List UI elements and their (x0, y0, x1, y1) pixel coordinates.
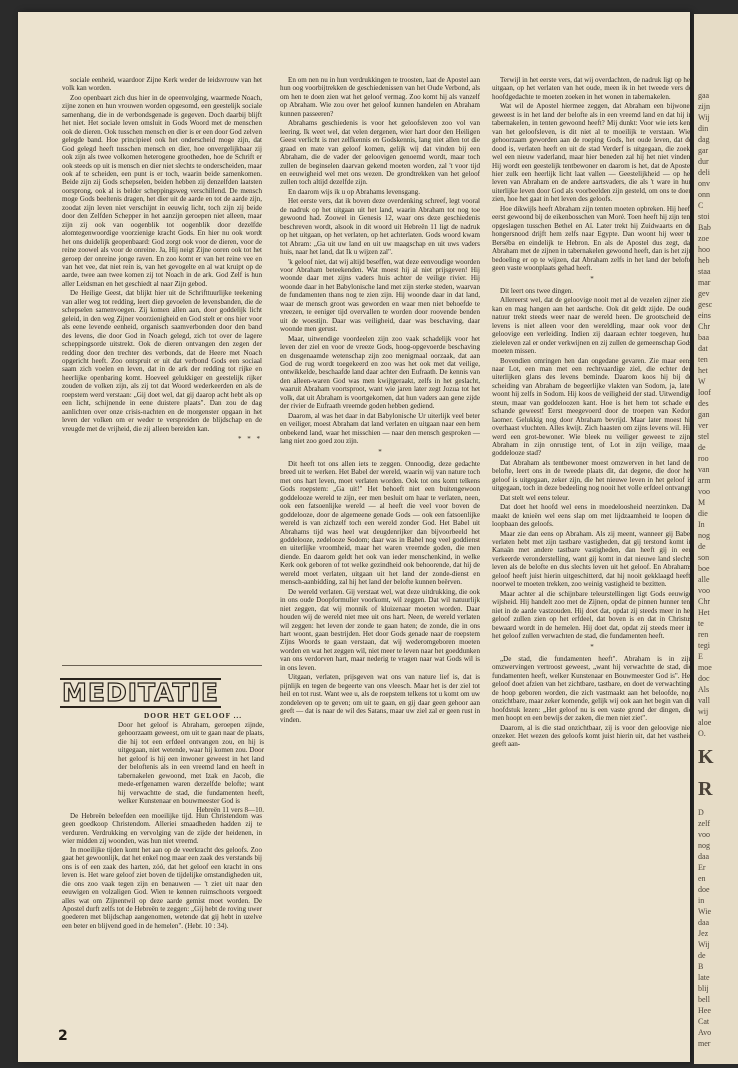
paragraph: Het eerste vers, dat ik boven deze overdenking schreef, legt vooral de nadruk op het uitgaan uit het land, waarin Abraham tot nog toe gewoond had. Zoowel in Genesis 12, waar ons deze geschiedenis beschreven wordt, alsook in dit woord uit Hebreën 11 ligt de nadruk op het uitgaan, op het verlaten, op het achterlaten. Gods woord kwam tot Abram: „Ga uit uw land en uit uw maagschap en uit uws vaders huis, naar het land, dat Ik u wijzen zal". (280, 197, 480, 257)
fragment: Hee (698, 1006, 711, 1015)
fragment: mar (698, 278, 711, 287)
fragment: vall (698, 696, 710, 705)
fragment: stoi (698, 212, 710, 221)
paragraph: Bovendien omringen hen dan ongedane gevaren. Zie maar eens naar Lot, een man met een rechtvaardige ziel, die echter den uiterlijken glans des levens beminde. Daarom koos hij bij de scheiding van Abraham de begeerlijke vlakten van Sodom, ja, later woont hij zelfs in Sodom. Hij koos de veiligheid der stad. Uitwendige steun, maar van goddeloozen kant. Hoe is het hem tot schade en schande geweest! Eerst meegevoerd door de troepen van Kedor-laomer. Gelukkig nog door Abraham bevrijd. Maar later moest hij overhaast vluchten. Alles kwijt. Zich haasten om zijns levens wil. Hij werd een grot-bewoner. Wie bleek nu veiliger geweest te zijn: Abraham in zijn onrustige tent, of Lot in zijn veilige, maar goddelooze stad? (492, 356, 692, 458)
meditatie-title: MEDITATIE (62, 678, 219, 707)
fragment: doc (698, 674, 710, 683)
fragment: arm (698, 476, 711, 485)
scripture-reference: Hebreën 11 vers 8—10. (196, 805, 264, 814)
scripture-text: Door het geloof is Abraham, geroepen zijnde, gehoorzaam geweest, om uit te gaan naar de plaats, die hij tot een erfdeel ontvangen zou, en hij is uitgegaan, niet wetende, waar hij komen zou. Door het geloof is hij een inwoner geweest in het land der beloftenis als in een vreemd land en heeft in tabernakelen gewoond, met Izak en Jacob, die mede-erfgenamen waren derzelfde belofte; want hij verwachtte de stad, die fundamenten heeft, welker Kunstenaar en bouwmeester God is (118, 721, 264, 806)
fragment: voo (698, 487, 710, 496)
fragment: van (698, 465, 710, 474)
paragraph: En daarom wijs ik u op Abrahams levensgang. (288, 187, 420, 196)
paragraph: Dat Abraham als tentbewoner moest omzwerven in het land der belofte, leert ons in de tweede plaats dit, dat degene, die door het geloof is uitgegaan, zeker zijn, die het nieuwe leven in het geloof is uitgegaan, toch in deze bedeeling nog nooit het volle erfdeel ontvangt. (492, 458, 692, 493)
fragment: W (698, 377, 706, 386)
fragment: ren (698, 630, 709, 639)
fragment: doe (698, 885, 710, 894)
newspaper-page (18, 12, 690, 1062)
paragraph: Daarom, al is die stad onzichtbaar, zij is voor den geloovige niet onzeker. Het wezen des geloofs komt juist hierin uit, dat het vastheid geeft aan- (492, 723, 692, 749)
meditatie-box (60, 678, 264, 814)
fragment: onn (698, 190, 710, 199)
fragment: C (698, 201, 704, 210)
fragment: M (698, 498, 706, 507)
fragment: gesc (698, 300, 713, 309)
fragment: Jez (698, 929, 709, 938)
section-end-mark: * * * (238, 435, 262, 444)
paragraph: Zoo openbaart zich dus hier in de opeenvolging, waarmede Noach, zijne zonen en hun vrouwen worden opgesomd, een geestelijk sociale samenhang, die in de verbondsgenade is gegeven. Doch daarbij blijft het niet. Het sociale leven omsluit in Gods Woord met de menschen ook de dieren. Ook tusschen mensch en dier is er een door God zelven gelegde band. Hoe principieel ook het onderscheid moge zijn, dat God gelegd heeft tusschen mensch en dier, hoe onvergelijkbaar zij ook zijn als twee volkomen heterogene grootheden, hoe de Schrift er ook steeds op uit is mensch en dier niet slechts te onderscheiden, maar ook af te scheiden, een punt is er toch, waarin beide samenkomen. Beide zijn zij Gods schepselen, beiden hebben zij denzelfden laatsten oorsprong, ook al is belder scheppingsweg verschillend. De mensch moge Gods beeltenis dragen, het dier uit de aarde en tot de aarde zijn, zoodat zijn leven niet verschijnt in eeuwig licht, toch zijn zij beide door den Zelfden Schepper in het aanzijn geroepen niet alleen, maar zijn zij ook van oogenblik tot oogenblik door dezelfde alomtegenwoordige voorzienige kracht Gods. En hier nu ook wordt het ons duidelijk geopenbaard: God zorgt ook voor de dieren, voor de reine zoowel als voor de onreine. Ja, Hij neigt Zijne ooren ook tot het geroep der onreine jonge raven. En zoo komt er van het reine vee en van het vee, dat niet rein is, van het gevogelte en al wat kruipt op de aarde, twee aan twee komen zij tot Noach in de ark. God Zelf is hun aller Leidsman en het geschiedt al naar Zijn gebod. (62, 93, 262, 288)
fragment: loof (698, 388, 711, 397)
fragment: O. (698, 729, 706, 738)
fragment: Wie (698, 907, 712, 916)
fragment: in (698, 896, 705, 905)
paragraph: Dat stelt wel eens teleur. (500, 493, 570, 502)
paragraph: „De stad, die fundamenten heeft". Abraham is in zijn omzwervingen vertroost geweest, „want hij verwachtte de stad, die fundamenten heeft, welker Kunstenaar en Bouwmeester God is". Het geloof doet afzien van het zichtbare, tastbare, en doet de verwachting, de hoop geboren worden, die zich vastmaakt aan het beloofde, nog onzichtbare, maar zeker komende, gelijk wij ook aan het begin van dit hoofdstuk lezen: „Het geloof nu is een vaste grond der dingen, die men hoopt en een bewijs der zaken, die men niet ziet". (492, 654, 692, 723)
fragment: nog (698, 531, 710, 540)
separator-star: * (590, 275, 594, 284)
fragment: zelf (698, 819, 710, 828)
fragment: nog (698, 841, 710, 850)
fragment: gaa (698, 91, 710, 100)
divider (62, 665, 262, 666)
paragraph: Dat doet het hoofd wel eens in moedeloosheid neerzinken. Dat maakt de knieën wel eens slap om met lijdzaamheid te loopen de loopbaan des geloofs. (492, 503, 692, 529)
fragment: din (698, 124, 709, 133)
fragment: deli (698, 168, 710, 177)
fragment: zoe (698, 234, 710, 243)
fragment: het (698, 366, 708, 375)
paragraph: Dit leert ons twee dingen. (500, 286, 574, 295)
adjacent-page-edge (694, 14, 738, 1064)
column-2 (280, 76, 480, 1016)
paragraph: Allereerst wel, dat de geloovige nooit met al de vezelen zijner ziel kan en mag hangen aan het aardsche. Ook dit geldt zijde. De oude natuur trekt steeds weer naar de wereld heen. De grootscheid des levens is niet alleen voor den wereldling, maar ook voor den geloovige een verleiding. Indien zij daaraan echter toegeven, hun zieleleven zal er onder verkwijnen en zij zullen de gemeenschap Gods moeten missen. (492, 296, 692, 356)
fragment: Chr (698, 322, 710, 331)
fragment: daa (698, 918, 710, 927)
separator-star: * (590, 643, 594, 652)
fragment: dag (698, 135, 710, 144)
fragment: onv (698, 179, 710, 188)
fragment: bell (698, 995, 710, 1004)
fragment: roo (698, 454, 709, 463)
fragment: alle (698, 575, 710, 584)
column-1-bottom (62, 812, 262, 1012)
paragraph: Uitgaan, verlaten, prijsgeven wat ons van nature lief is, dat is pijnlijk en tegen de begeerte van ons vleesch. Maar het is der ziel tot heil en tot rust. Want wee u, als de roepstem telkens tot u komt om uw zondeleven op te geven; om uit te gaan, en gij daar geen gehoor aan geeft — dat is naar de wil des Satans, maar uw ziel zal er geen rust in vinden. (280, 673, 480, 724)
fragment: dat (698, 344, 708, 353)
column-1 (62, 76, 262, 666)
fragment: de (698, 951, 706, 960)
fragment: en (698, 874, 706, 883)
paragraph: De Heilige Geest, dat blijkt hier uit de Schrifttuurlijke teekening van aller weg tot redding, leert diep gevoelen de levensbanden, die de schepselen samenvoegen. Zij komen allen aan, door goddelijk licht geleid, in den weg Zijner voorzienigheid en God stelt er ons hier voor als eene levende eenheid, organisch saamverbonden door den band des levens, die door God in Noach gelegd, zich tot over de lagere scheppingsorde uitstrekt. Ook de dieren ontvangen den zegen der redding door den trechter des verbonds, dat de Heere met Noach opgericht heeft. Zoo ontspruit er uit dat verbond Gods een sociaal saam zich voelen en leven, dat in de ark der redding tot rijke en heerlijke openbaring komt. Hoeveel gelukkiger en geestelijk rijker zouden de volken zijn, als zij tot dat Woord wederkeerden en als de roepstem werd verstaan: „Gij doet wel, dat gij daarop acht hebt als op een licht, schijnende in eene duistere plaats". Dan zou de dag aanlichten over onze crisis-nachten en de morgenster opgaan in het leven der volken om er weder te verspreiden de blijdschap en de vreugde met de vrijheid, die zij alleen bereiden kan. (62, 289, 262, 433)
paragraph: De Hebreën beleefden een moeilijke tijd. Hun Christendom was geen goedkoop Christendom. Alleriei smaadheden hadden zij te verduren. Verdrukking en vervolging van de zijde der heidenen, in wier midden zij woonden, was hun niet vreemd. (62, 812, 262, 846)
fragment: Wij (698, 113, 710, 122)
fragment: Avo (698, 1028, 712, 1037)
paragraph: Maar achter al die schijnbare teleurstellingen ligt Gods eeuwige wijsheid. Hij handelt zoo met de Zijnen, opdat de pinnen hunner tent niet in de aarde vastzouden. Hij doet dat, opdat zij steeds meer in het geloof zullen zien op het erfdeel, dat boven is en dat in Christus bewaard wordt in de hemelen. Hij doet dat, opdat zij steeds meer in het geloof zullen verwachten de stad, die fundamenten heeft. (492, 589, 692, 640)
fragment: tegi (698, 641, 710, 650)
fragment: gar (698, 146, 709, 155)
fragment: boe (698, 564, 710, 573)
fragment: voo (698, 830, 710, 839)
fragment: ten (698, 355, 708, 364)
fragment: ver (698, 421, 709, 430)
paragraph: sociale eenheid, waardoor Zijne Kerk weder de leidsvrouw van het volk kan worden. (62, 76, 262, 93)
fragment: moe (698, 663, 712, 672)
fragment: Bab (698, 223, 711, 232)
adjacent-page-text (694, 14, 738, 1049)
fragment: K (698, 746, 714, 768)
fragment: hoo (698, 245, 710, 254)
fragment: Chr (698, 597, 710, 606)
separator-star: * (378, 448, 382, 457)
fragment: de (698, 542, 706, 551)
fragment: R (698, 778, 713, 800)
fragment: gan (698, 410, 710, 419)
paragraph: Hoe dikwijls heeft Abraham zijn tenten moeten opbreken. Hij heeft eerst gewoond bij de eikenbosschen van Moré. Toen heeft hij zijn tent opgeslagen tusschen Bethel en Aï. Later trekt hij Zuidwaarts en de hongersnood drijft hem zelfs naar Egypte. Dan woont hij weer te Berséba en eindelijk te Hebron. En als de Apostel dus zegt, dat Abraham met de zijnen in tabernakelen gewoond heeft, dan is het zijn bedoeling er op te wijzen, dat Abraham zelfs in het land der belofte geen vaste woonplaats gehad heeft. (492, 204, 692, 272)
fragment: Het (698, 608, 710, 617)
fragment: Cat (698, 1017, 710, 1026)
fragment: gev (698, 289, 710, 298)
fragment: son (698, 553, 710, 562)
fragment: heb (698, 256, 710, 265)
fragment: B (698, 962, 704, 971)
fragment: wij (698, 707, 709, 716)
paragraph: Maar, uitwendige voordeelen zijn zoo vaak schadelijk voor het leven der ziel en voor de vreeze Gods, hoog-opgevoerde beschaving en dusgenaamde wetenschap zijn zoo menigmaal oorzaak, dat aan God de rug wordt toegekeerd en zoo was het ook met dat veilige, ontwikkelde, beschaafde land daar achter den Eufraath. De kennis van den alleen-waren God was men kwijtgeraakt, zelfs in het geslacht, waaruit Abraham voortsproot, want wie jaren later zegt Jozua tot het volk, dat uit Abraham is voortgekomen, dat hun vaders aan gene zijde der rivier de Eufraath vreemde goden hebben gediend. (280, 334, 480, 411)
paragraph: In moeilijke tijden komt het aan op de veerkracht des geloofs. Zoo gaat het gewoonlijk, dat het enkel nog maar een zaak des verstands bij ons is of een zaak des harten, zóó, dat het geloof een kracht in ons leven is. Het ware geloof ziet boven de tijdelijke omstandigheden uit, die ons zoo vaak tegen zijn en benauwen — 't ziet uit naar den eeuwigen en volzaligen God. Wien te kennen ruimschoots vergoedt alles wat om Zijnentwil op deze aarde gemist moet worden. De Apostel durft zelfs tot de Hebreën te zeggen: „Gij hebt de roving uwer goederen met blijdschap aangenomen, wetende dat gij hebt in uzelve een beter en blijvend goed in de hemelen". (Hebr. 10 : 34). (62, 845, 262, 930)
paragraph: 'k geloof niet, dat wij altijd beseffen, wat deze eenvoudige woorden voor Abraham beteekenden. Wat moest hij al niet prijsgeven! Hij woonde daar met zijns vaders huis achter de veilige rivier. Hij woonde daar in het Babylonische land met zijn sterke steden, waarvan de fundamenten thans nog te zien zijn. Hij woonde daar in dat land, waar de mensch groot was geworden en waar men niet behoefde te vreezen, te eeniger tijd overvallen te worden door roovende benden uit de woestijn. Daar was veiligheid, daar was beschaving, daar woonde men gerust. (280, 257, 480, 334)
fragment: Er (698, 863, 706, 872)
paragraph: Dit heeft tot ons allen iets te zeggen. Onnoodig, deze gedachte breed uit te werken. Het Babel der wereld, waarin wij van nature toch met ons hart leven, moet verlaten worden. Ook tot ons komt telkens Gods roepstem: „Ga uit!" Het behoeft niet een buitengewoon goddelooze wereld te zijn, eer men besluit om haar te verlaten, neen, ook een fatsoenlijke wereld — al heeft die veel voor boven de goddelooze, door de algemeene genade Gods — ook een fatsoenlijke wereld is van zichzelf toch een wereld zonder God. Het Babel uit Abrahams tijd was heel wat deugdenrijker dan bijvoorbeeld het goddelooze, zedelooze Sodom; daar was in Babel nog veel goddienst en uiterlijke vroomheid, maar het waren vreemde goden, die men diende. En daarom geldt het ook van ieder menschenkind, in welke Kerk ook geboren of tot welke gezindheid ook behoorende, dat hij de wereld moet verlaten, uitgaan uit het land der zonde-dienst en mensch-aanbidding, zal hij het land der belofte kunnen beërven. (280, 459, 480, 587)
meditatie-scripture (118, 721, 264, 814)
fragment: des (698, 399, 709, 408)
fragment: eins (698, 311, 711, 320)
fragment: baa (698, 333, 710, 342)
fragment: te (698, 619, 704, 628)
column-3 (492, 76, 692, 1016)
fragment: Als (698, 685, 710, 694)
paragraph: Abrahams geschiedenis is voor het geloofsleven zoo vol van leering. Ik weet wel, dat velen dergenen, wier hart door den Heiligen Geest verlicht is met zelfkennis en Godskennis, lang niet allen tot die graad en mate van geloof komen, gelijk wij dat vinden bij een Abraham, die de vader der geloovigen genoemd wordt, maar toch zullen de beginselen daarvan gekend moeten worden, zal 't voor tijd en eeuwigheid wel met ons wezen. De grondtrekken van het geloof zullen toch altijd dezelfde zijn. (280, 119, 480, 187)
paragraph: Daarom, al was het daar in dat Babylonische Ur uiterlijk veel beter en veiliger, moest Abraham dat land verlaten en uitgaan naar een hem onbekend land, waar het misschien — naar den mensch gesproken — lang niet zoo goed zou zijn. (280, 411, 480, 446)
fragment: voo (698, 586, 710, 595)
fragment: die (698, 509, 708, 518)
fragment: daa (698, 852, 710, 861)
fragment: aloe (698, 718, 712, 727)
fragment: dur (698, 157, 709, 166)
fragment: stel (698, 432, 710, 441)
fragment: In (698, 520, 705, 529)
fragment: Wij (698, 940, 710, 949)
fragment: blij (698, 984, 709, 993)
paragraph: Wat wil de Apostel hiermee zeggen, dat Abraham een bijwoner geweest is in het land der belofte als in een vreemd land en dat hij in tabernakelen, in tenten gewoond heeft? Mij dunkt: Voor wie iets kent van het geloofsleven, is dit niet al te moeilijk te verstaan. Wie, gehoorzaam geworden aan de roeping Gods, het oude leven, dat de dood is, verlaten heeft en uit de stad Verderf is uitgegaan, die zoekt wel een nieuw vaderland, maar hier beneden zal hij het niet vinden. Hij wordt een geestelijk tentbewoner en daarom is het, dat de Apostel hier zulk een heerlijk licht laat vallen — Geestelijkheid — op het leven van Abraham en de andere aartsvaders, die als 't ware in hun uiterlijke leven door God als voorbeelden zijn gesteld, om ons te doen zien, hoe het gaat in het leven des geloofs. (492, 102, 692, 204)
fragment: E (698, 652, 703, 661)
fragment: mer (698, 1039, 711, 1048)
paragraph: En om nen nu in hun verdrukkingen te troosten, laat de Apostel aan hun oog voorbijtrekken de geschiedenissen van het Oude Verbond, als om hen te doen zien wat het geloof vermag. Zoo komt hij als vanzelf op Abraham. Wie zou over het geloof kunnen handelen en Abraham kunnen passeeren? (280, 76, 480, 118)
meditatie-subtitle: DOOR HET GELOOF ... (144, 711, 243, 720)
paragraph: Terwijl in het eerste vers, dat wij overdachten, de nadruk ligt op het uitgaan, op het verlaten van het oude, meen ik in het tweede vers de hoofdgedachte te moeten zoeken in het wonen in tabernakelen. (492, 76, 692, 101)
fragment: zijn (698, 102, 710, 111)
paragraph: De wereld verlaten. Gij verstaat wel, wat deze uitdrukking, die ook in ons oude Doopformulier voorkomt, wil zeggen. Dat wil natuurlijk niet zeggen, dat wij monnik of kluizenaar moeten worden. Daar houden wij de wereld niet mee uit ons hart. Neen, de wereld verlaten wil zeggen: het leven der zonde te gaan haten; de zonde, die in ons hart woont, gaan bestrijden. Het door Gods genade naar de roepstem Zijns Woords te gaan verstaan, dat wij wederomgeboren moeten worden en wat het zeggen wil, niet meer te leven naar het goeddunken van ons verdorven hart, maar nederig te vragen naar wat Gods wil is in ons leven. (280, 587, 480, 672)
fragment: de (698, 443, 706, 452)
fragment: staa (698, 267, 711, 276)
paragraph: Maar zie dan eens op Abraham. Als zij meent, wanneer gij Babel verlaten hebt met zijn tastbare vastigheden, dat gij terstond komt in Kanaän met andere tastbare vastigheden, dan heeft gij in een verkeerde veronderstelling, want gij komt in dat nieuwe land slechts leven als de belofte en dus slechts leven uit het geloof. En Abrahams geloof heeft juist hierin uitgeschitterd, dat hij nooit gekklaagd heeft, noorwel te moeten trekken, zoo weinig vastigheid te bezitten. (492, 529, 692, 589)
fragment: D (698, 808, 704, 817)
fragment: late (698, 973, 710, 982)
page-number: 2 (58, 1028, 68, 1044)
